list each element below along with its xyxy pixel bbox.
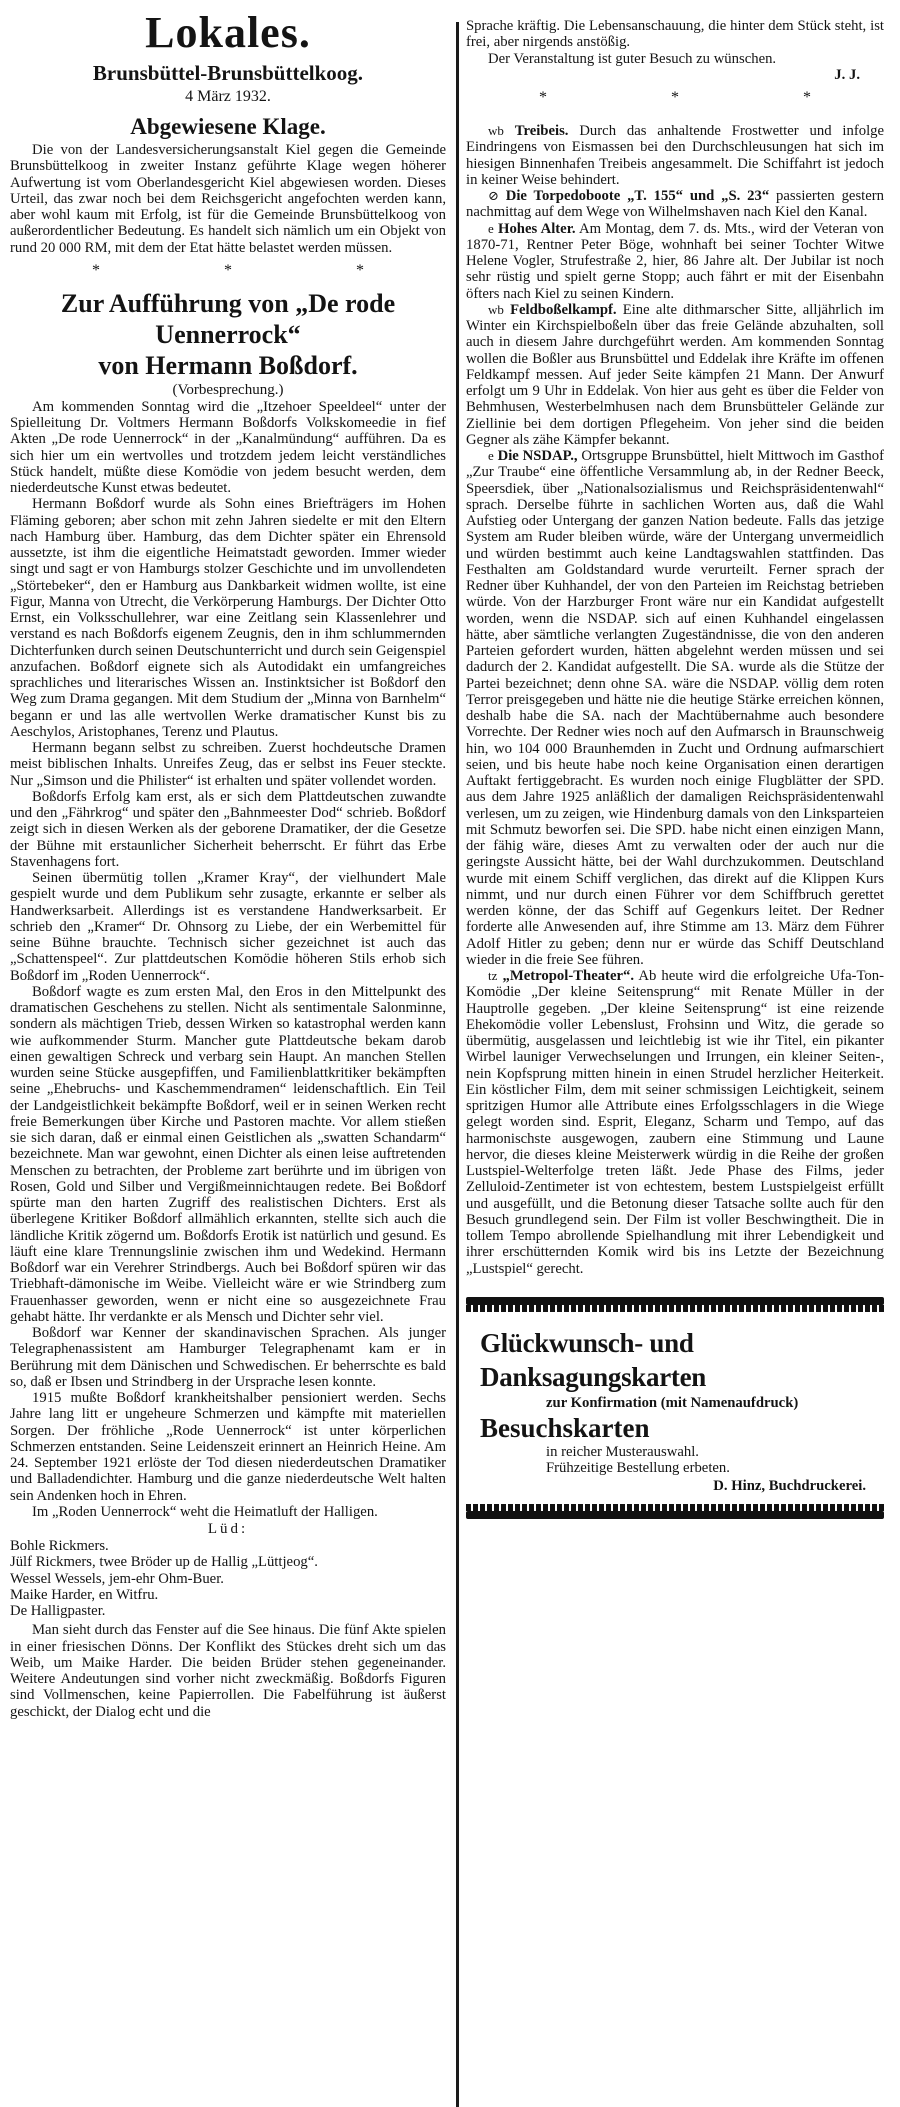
- item-prefix: e: [488, 448, 494, 463]
- news-item-nsdap: [466, 448, 884, 968]
- item-title: Die NSDAP.,: [497, 448, 578, 464]
- paragraph: Hermann Boßdorf wurde als Sohn eines Briefträgers im Hohen Fläming geboren; aber schon mit zehn Jahren siedelte er mit den Eltern nach Hamburg über. Hamburg, das dem Dichter später ein Ehrensold aussetzte, ist ihm die eigentliche Heimatstadt geworden. Immer wieder singt und sagt er von Hamburgs stolzer Geschichte und im unvollendeten „Störtebeker“, den er Hamburg aus Dankbarkeit widmen wollte, ist eine Figur, Manna von Utrecht, die Verkörperung Hamburgs. Der Dichter Otto Ernst, ein Volksschullehrer, war eine Zeitlang sein Klassenlehrer und verstand es nach Boßdorfs eigenem Zeugnis, den in ihm schlummernden Dichterfunken durch seinen Deutschunterricht und durch sein Geigenspiel anzufachen. Boßdorf eignete sich als Autodidakt ein umfangreiches sprachliches und literarisches Wissen an. Instinktsicher ist Boßdorf den Weg zum Drama gegangen. Mit dem Studium der „Minna von Barnhelm“ begann er und las alle wertvollen Werke dramatischer Kunst bis zu Aeschylos, Aristophanes, Terenz und Plautus.: [10, 496, 446, 740]
- paragraph: Boßdorfs Erfolg kam erst, als er sich dem Plattdeutschen zuwandte und den „Fährkrog“ und später den „Bahnmeester Dod“ schrieb. Boßdorf zeigt sich in diesen Werken als der geborene Dramatiker, der die Gesetze der Bühne mit erstaunlicher Sicherheit beherrscht. Er führt das Erbe Stavenhagens fort.: [10, 788, 446, 870]
- paragraph: Seinen übermütig tollen „Kramer Kray“, der vielhundert Male gespielt wurde und dem Publikum sehr zusagte, erkannte er selber als Handwerksarbeit. Allerdings ist es verstandene Handwerksarbeit. Er schrieb den „Kramer“ Dr. Ohnsorg zu Liebe, der ein Werbemittel für seine Bühne brauchte. Technisch sicher gezeichnet ist auch das „Schattenspeel“. Zur plattdeutschen Komödie höheren Stils erhob sich Boßdorf im „Roden Uennerrock“.: [10, 870, 446, 984]
- item-title: Die Torpedoboote „T. 155“ und „S. 23“: [505, 188, 770, 204]
- paragraph: Boßdorf war Kenner der skandinavischen Sprachen. Als junger Telegraphenassistent am Hamburger Telegraphenamt kam er in Berührung mit dem Dänischen und Schwedischen. Er beherrschte es bald so, daß er Ibsen und Strindberg in der Ursprache lesen konnte.: [10, 1325, 446, 1390]
- paragraph: Man sieht durch das Fenster auf die See hinaus. Die fünf Akte spielen in einer friesischen Dönns. Der Konflikt des Stückes dreht sich um das Weib, um Maike Harder. Die beiden Brüder stehen gegeneinander. Weitere Andeutungen sind vorher nicht zweckmäßig. Boßdorfs Figuren sind Vollmenschen, keine Papierrollen. Die Fabelführung ist äußerst geschickt, der Dialog echt und die: [10, 1622, 446, 1720]
- cast-item: Bohle Rickmers.: [10, 1538, 109, 1554]
- article-continuation: Sprache kräftig. Die Lebensanschauung, die hinter dem Stück steht, ist frei, aber nirgends anstößig.: [466, 18, 884, 51]
- news-item-metropol-theater: [466, 968, 884, 1277]
- left-column: [10, 0, 446, 2107]
- advertisement-box: [466, 1297, 884, 1519]
- closing-sentence: Der Veranstaltung ist guter Besuch zu wünschen.: [488, 50, 777, 67]
- cast-list: [10, 1538, 446, 1619]
- article-body: Die von der Landesversicherungsanstalt Kiel gegen die Gemeinde Brunsbüttelkoog in zweiter Instanz geführte Klage wegen höherer Aufwertung ist vom Oberlandesgericht Kiel abgewiesen worden. Dieses Urteil, das zwar noch bei dem Reichsgericht angefochten werden kann, aber wohl kaum mit Erfolg, ist für die Gemeinde Brunsbüttelkoog von außerordentlicher Bedeutung. Es handelt sich nämlich um ein Objekt von rund 20 000 RM, mit dem der Etat hätte belastet werden müssen.: [10, 142, 446, 256]
- separator-stars: * * *: [92, 261, 424, 279]
- right-column: [466, 0, 884, 1760]
- paragraph: Am kommenden Sonntag wird die „Itzehoer Speeldeel“ unter der Spielleitung Dr. Voltmers Hermann Boßdorfs Volkskomeedie in fief Akten „De rode Uennerrock“ in der „Kanalmündung“ aufführen. Da es sich hier um ein wertvolles und trotzdem jedem leicht verständliches Stück handelt, müßte diese Komödie von jedem besucht werden, dem niederdeutsche Kunst etwas bedeutet.: [10, 398, 446, 496]
- paragraph: Boßdorf wagte es zum ersten Mal, den Eros in den Mittelpunkt des dramatischen Geschehens zu stellen. Nicht als sentimentale Salonminne, sondern als mächtigen Trieb, dessen Wirken so katastrophal werden kann wie aufkommender Sturm. Mancher gute Plattdeutsche bekam darob einen gewaltigen Schreck und verbarg sein Haupt. An manchen Stellen wurden seine Stücke ausgepfiffen, und Familienblattkritiker bekämpften seine „Ehebruchs- und Kaschemmendramen“ leidenschaftlich. Ein Teil der Landgeistlichkeit bekämpfte Boßdorf, weil er in seinen Werken recht freie Bemerkungen über Kirche und Pastoren machte. Vor allem stießen sie sich daran, daß er einmal einen Geistlichen als „swatten Schandarm“ bezeichnete. Man war gewohnt, einen Dichter als einen leise auftretenden Menschen zu betrachten, der Probleme zart berührte und im übrigen von Rosen, Gold und Silber und Vergißmeinnichtaugen redete. Bei Boßdorf spürte man den harten Zugriff des realistischen Dichters. Erst als überlegene Kritiker Boßdorf allmählich erkannten, stellte sich auch die ländliche Kritik zögernd um. Boßdorfs Erotik ist natürlich und gesund. Es läuft eine klare Trennungslinie zwischen ihm und Wedekind. Hermann Boßdorf war ein Verehrer Strindbergs. Auch bei Boßdorf spüren wir das Triebhaft-dämonische im Weibe. Vielleicht wäre er wie Strindberg zum Frauenhasser geworden, wenn er nicht eine so ausgezeichnete Frau gehabt hätte. Ihr verdankte er als Mensch und Dichter sehr viel.: [10, 983, 446, 1325]
- column-divider: [456, 22, 459, 2107]
- item-title: „Metropol-Theater“.: [502, 968, 635, 984]
- news-item-treibeis: [466, 123, 884, 188]
- paragraph: 1915 mußte Boßdorf krankheitshalber pensioniert werden. Sechs Jahre lang litt er ungeheure Schmerzen und kämpfte mit materiellen Sorgen. Der fröhliche „Rode Uennerrock“ ist unter körperlichen Schmerzen entstanden. Seine Leidenszeit erinnert an Heinrich Heine. Am 24. September 1921 erlöste der Tod diesen niederdeutschen Dramatiker und Balladendichter. Hamburg und die ganze niederdeutsche Welt halten sein Andenken hoch in Ehren.: [10, 1390, 446, 1504]
- item-text: Durch das anhaltende Frostwetter und infolge Eindringens von Eismassen bei den Durchschleusungen hat sich im hiesigen Binnenhafen Treibeis angesammelt. Die Schiffahrt ist jedoch in keiner Weise behindert.: [466, 123, 884, 188]
- item-text: Ab heute wird die erfolgreiche Ufa-Ton-Komödie „Der kleine Seitensprung“ mit Renate Müller in der Hauptrolle gegeben. „Der kleine Seitensprung“ ist eine reizende Ehekomödie voller Lebenslust, Frohsinn und Witz, die gerade so übermütig, ausgelassen und leichtlebig ist wie ihr Titel, ein pikanter Wirbel launiger Verwechselungen und Irrungen, ein kleiner Seiten-, nein Kopfsprung mitten hinein in einen Strudel herzlicher Heiterkeit. Ein köstlicher Film, dem mit seiner schmissigen Leichtigkeit, seinem spritzigen Humor alle Attribute eines Erfolgsschlagers in die Wiege gelegt worden sind. Esprit, Eleganz, Scharm und Tempo, auf das harmonischste ausgewogen, zaubern eine Stimmung und Laune hervor, die dieses kleine Meisterwerk würdig in die Reihe der großen Lustspiel-Welterfolge treten läßt. Jede Phase des Films, jeder Zelluloid-Zentimeter ist von echtestem, bestem Lustspielgeist erfüllt und ausgefüllt, und die Betonung dieser Tatsache sollte auch für den Besuch grundlegend sein. Der Film ist voller Beschwingtheit. Die in tollem Tempo abrollende Spielhandlung mit ihrer Lebendigkeit und ihrer erschütternden Komik wird bis ins Letzte der Bezeichnung „Lustspiel“ gerecht.: [466, 968, 884, 1277]
- item-prefix: wb: [488, 123, 504, 138]
- dateline: 4 März 1932.: [185, 88, 271, 105]
- section-title: Lokales.: [145, 8, 311, 57]
- item-prefix: wb: [488, 301, 504, 317]
- ad-line: Frühzeitige Bestellung erbeten.: [546, 1459, 730, 1476]
- item-title: Treibeis.: [514, 123, 569, 139]
- article-subtitle: (Vorbesprechung.): [172, 381, 284, 398]
- cast-heading: Lüd:: [207, 1521, 249, 1537]
- item-text: Am Montag, dem 7. ds. Mts., wird der Veteran von 1870-71, Rentner Peter Böge, wohnhaft bei seiner Tochter Witwe Helene Vogler, Strufestraße 2, hier, 86 Jahre alt. Der Jubilar ist noch sehr rüstig und spielt gerne Stopp; auch fährt er mit der Eisenbahn öfters nach Kiel zu seinen Kindern.: [466, 220, 884, 302]
- item-title: Feldboßelkampf.: [510, 301, 617, 318]
- ad-headline: Glückwunsch- und Danksagungskarten: [480, 1327, 706, 1392]
- item-text: passierten gestern nachmittag auf dem Wege von Wilhelmshaven nach Kiel den Kanal.: [466, 188, 884, 221]
- ad-subline: zur Konfirmation (mit Namenaufdruck): [546, 1394, 799, 1411]
- news-item-torpedoboote: [466, 188, 884, 221]
- item-text: Ortsgruppe Brunsbüttel, hielt Mittwoch im Gasthof „Zur Traube“ eine öffentliche Versammlung ab, in der Redner Beeck, Speersdiek, über „Nationalsozialismus und Reichspräsidentenwahl“ sprach. Derselbe führte in sachlichen Worten aus, daß die Wahl Aufstieg oder Untergang der ganzen Nation bedeute. Falls das jetzige System am Ruder bleiben würde, wäre der Untergang unvermeidlich und würden bestimmt auch keine Landtagswahlen stattfinden. Das Festhalten am Goldstandard wurde verurteilt. Ferner sprach der Redner über Kuhhandel, der von den Parteien im Reichstag betrieben würde. Von der Harzburger Front wäre nur ein Kandidat aufgestellt worden, wenn die NSDAP. sich auf einen Kuhhandel eingelassen hätte, aber sämtliche verlangten Zugeständnisse, die von den anderen Parteien gefordert wurden, hätten abgelehnt werden müssen und sei dadurch der 2. Kandidat aufgestellt. Die SA. wurde als die Stütze der Partei bezeichnet; denn ohne SA. wäre die NSDAP. völlig dem roten Terror preisgegeben und hätte nie die heutige Stärke erreichen können, deshalb habe die SA. nach der Machtübernahme auch besondere Vorrechte. Der Redner wies noch auf den Aufmarsch in Braunschweig hin, wo 104 000 Braunhemden in Zucht und Ordnung aufmarschiert seien, und bis heute habe noch keine Organisation einen derartigen Auftakt fertiggebracht. Es wurden noch einige Flugblätter der SPD. aus dem Jahre 1925 anläßlich der damaligen Reichspräsidentenwahl verlesen, um zu zeigen, wie Hindenburg damals von den Linksparteien mit Schmutz beworfen sei. Die SPD. habe nicht einen einzigen Mann, der fähig wäre, dieses Amt zu verwalten oder der auch nur die geringste Aussicht hätte, bei der Wahl durchzukommen. Deutschland wurde mit einem Schiff verglichen, das direkt auf die Klippen Kurs nimmt, und nur durch einen Führer vor dem Schiffbruch gerettet werden könne, der das Schiff auf Gegenkurs leitet. Der Redner forderte alle Anwesenden auf, ihre Stimme am 13. März dem Führer Adolf Hitler zu geben; denn nur er würde das Schiff Deutschland wieder in die freie See führen.: [466, 448, 884, 968]
- paragraph: Hermann begann selbst zu schreiben. Zuerst hochdeutsche Dramen meist biblischen Inhalts. Unreifes Zeug, das er selbst ins Feuer steckte. Nur „Simson und die Philister“ ist erhalten und später vollendet worden.: [10, 740, 446, 789]
- cast-item: Jülf Rickmers, twee Bröder up de Hallig „Lüttjeog“.: [10, 1554, 318, 1571]
- author-signature: J. J.: [834, 66, 860, 83]
- item-prefix: ⊘: [488, 188, 499, 203]
- item-text: Eine alte dithmarscher Sitte, alljährlich im Winter ein Kirchspielboßeln über das freie Gelände abzuhalten, soll auch in diesem Jahre durchgeführt werden. Am kommenden Sonntag wollen die Boßler aus Brunsbüttel und Eddelak ihre Kräfte im offenen Feldkampf messen. Auf jeder Seite kämpfen 21 Mann. Der Anwurf erfolgt um 9 Uhr in Eddelak. Von hier aus geht es über die Felder von Behmhusen, Westerbelmhusen nach dem Brunsbütteler Gelände zur Ziellinie bei dem dortigen Pflegeheim. Von jeher sind die beiden Gegner als zähe Kämpfer bekannt.: [466, 301, 884, 448]
- place-heading: Brunsbüttel-Brunsbüttelkoog.: [92, 61, 364, 85]
- ad-firm-name: D. Hinz, Buchdruckerei.: [713, 1477, 866, 1494]
- article-title-line2: von Hermann Boßdorf.: [98, 350, 358, 380]
- article-title-abgewiesene-klage: Abgewiesene Klage.: [130, 114, 326, 139]
- separator-stars: * * *: [539, 89, 871, 106]
- cast-item: De Halligpaster.: [10, 1603, 106, 1619]
- ad-headline-2: Besuchskarten: [480, 1412, 650, 1443]
- cast-item: Maike Harder, en Witfru.: [10, 1586, 159, 1603]
- news-item-feldbosselkampf: [466, 302, 884, 448]
- item-title: Hohes Alter.: [498, 220, 576, 237]
- article-title-line1: Zur Aufführung von „De rode Uennerrock“: [60, 288, 396, 349]
- ad-border-top: [466, 1297, 884, 1305]
- ad-border-bottom: [466, 1511, 884, 1519]
- ad-line: in reicher Musterauswahl.: [546, 1443, 699, 1460]
- item-prefix: e: [488, 220, 494, 236]
- cast-item: Wessel Wessels, jem-ehr Ohm-Buer.: [10, 1570, 224, 1587]
- paragraph: Im „Roden Uennerrock“ weht die Heimatluft der Halligen.: [32, 1503, 378, 1520]
- ad-border-teeth: [466, 1504, 884, 1511]
- ad-border-teeth: [466, 1305, 884, 1312]
- news-item-hohes-alter: [466, 221, 884, 302]
- item-prefix: tz: [488, 968, 498, 983]
